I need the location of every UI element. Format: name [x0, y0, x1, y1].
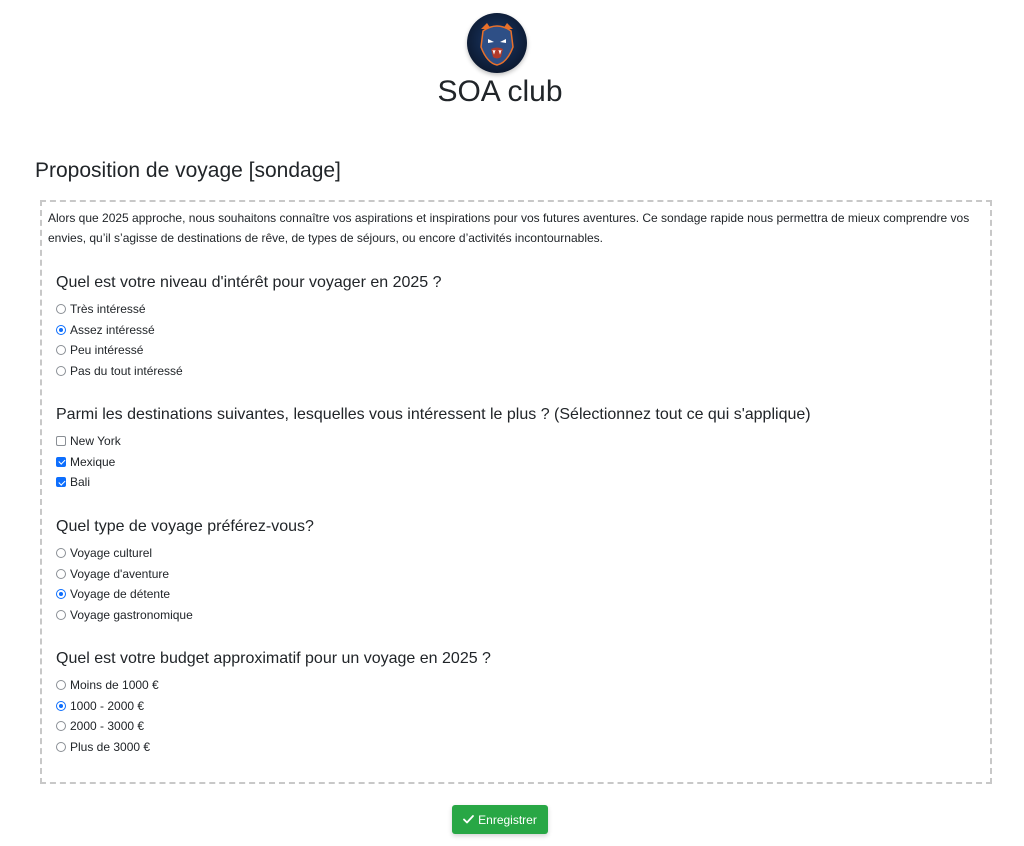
save-button[interactable] [452, 805, 548, 834]
option-assez-interesse[interactable] [56, 320, 976, 341]
radio-button[interactable] [56, 610, 66, 620]
option-voyage-culturel[interactable] [56, 543, 976, 564]
option-new-york[interactable] [56, 431, 976, 452]
checkbox[interactable] [56, 477, 66, 487]
options-interest-level [56, 299, 976, 381]
option-label: 1000 - 2000 € [70, 698, 145, 713]
option-label: Voyage gastronomique [70, 607, 193, 622]
option-label: Voyage culturel [70, 546, 153, 561]
option-label: Voyage de détente [70, 587, 171, 602]
check-icon [463, 815, 474, 824]
question-destinations [56, 403, 976, 493]
survey-intro: Alors que 2025 approche, nous souhaitons connaître vos aspirations et inspirations pour vos futures aventures. Ce sondage rapide nous permettra de mieux comprendre vos envies, qu’il s’agisse de destinations de rêve, de types de séjours, ou encore d’activités incontournables. [48, 211, 970, 245]
radio-button[interactable] [56, 304, 66, 314]
option-2000-3000[interactable] [56, 716, 976, 737]
radio-button[interactable] [56, 366, 66, 376]
question-interest-level [56, 271, 976, 381]
question-title: Quel est votre budget approximatif pour un voyage en 2025 ? [56, 650, 491, 667]
question-title: Quel type de voyage préférez-vous? [56, 518, 314, 535]
radio-button[interactable] [56, 721, 66, 731]
option-label: Voyage d'aventure [70, 566, 170, 581]
angry-bear-logo-icon [467, 13, 527, 73]
option-label: New York [70, 434, 121, 449]
question-budget [56, 647, 976, 757]
checkbox[interactable] [56, 436, 66, 446]
option-tres-interesse[interactable] [56, 299, 976, 320]
radio-button[interactable] [56, 701, 66, 711]
question-title: Quel est votre niveau d'intérêt pour voyager en 2025 ? [56, 274, 442, 291]
option-label: Mexique [70, 454, 116, 469]
question-title: Parmi les destinations suivantes, lesquelles vous intéressent le plus ? (Sélectionnez tout ce qui s'applique) [56, 406, 811, 423]
checkbox[interactable] [56, 457, 66, 467]
option-1000-2000[interactable] [56, 696, 976, 717]
radio-button[interactable] [56, 345, 66, 355]
options-budget [56, 675, 976, 757]
option-bali[interactable] [56, 472, 976, 493]
option-label: Pas du tout intéressé [70, 363, 183, 378]
option-voyage-gastronomique[interactable] [56, 605, 976, 626]
page-title: Proposition de voyage [sondage] [35, 159, 341, 182]
option-mexique[interactable] [56, 452, 976, 473]
option-label: Très intéressé [70, 302, 146, 317]
question-travel-type [56, 515, 976, 625]
save-button-label: Enregistrer [478, 812, 537, 827]
option-label: 2000 - 3000 € [70, 719, 145, 734]
option-label: Moins de 1000 € [70, 678, 159, 693]
radio-button[interactable] [56, 325, 66, 335]
option-label: Peu intéressé [70, 343, 144, 358]
radio-button[interactable] [56, 680, 66, 690]
option-label: Plus de 3000 € [70, 739, 151, 754]
club-title: SOA club [437, 75, 563, 108]
option-peu-interesse[interactable] [56, 340, 976, 361]
option-voyage-aventure[interactable] [56, 564, 976, 585]
option-plus-3000[interactable] [56, 737, 976, 758]
option-pas-du-tout-interesse[interactable] [56, 361, 976, 382]
radio-button[interactable] [56, 589, 66, 599]
option-moins-1000[interactable] [56, 675, 976, 696]
option-voyage-detente[interactable] [56, 584, 976, 605]
radio-button[interactable] [56, 569, 66, 579]
options-destinations [56, 431, 976, 493]
options-travel-type [56, 543, 976, 625]
radio-button[interactable] [56, 742, 66, 752]
option-label: Assez intéressé [70, 322, 155, 337]
radio-button[interactable] [56, 548, 66, 558]
option-label: Bali [70, 475, 91, 490]
